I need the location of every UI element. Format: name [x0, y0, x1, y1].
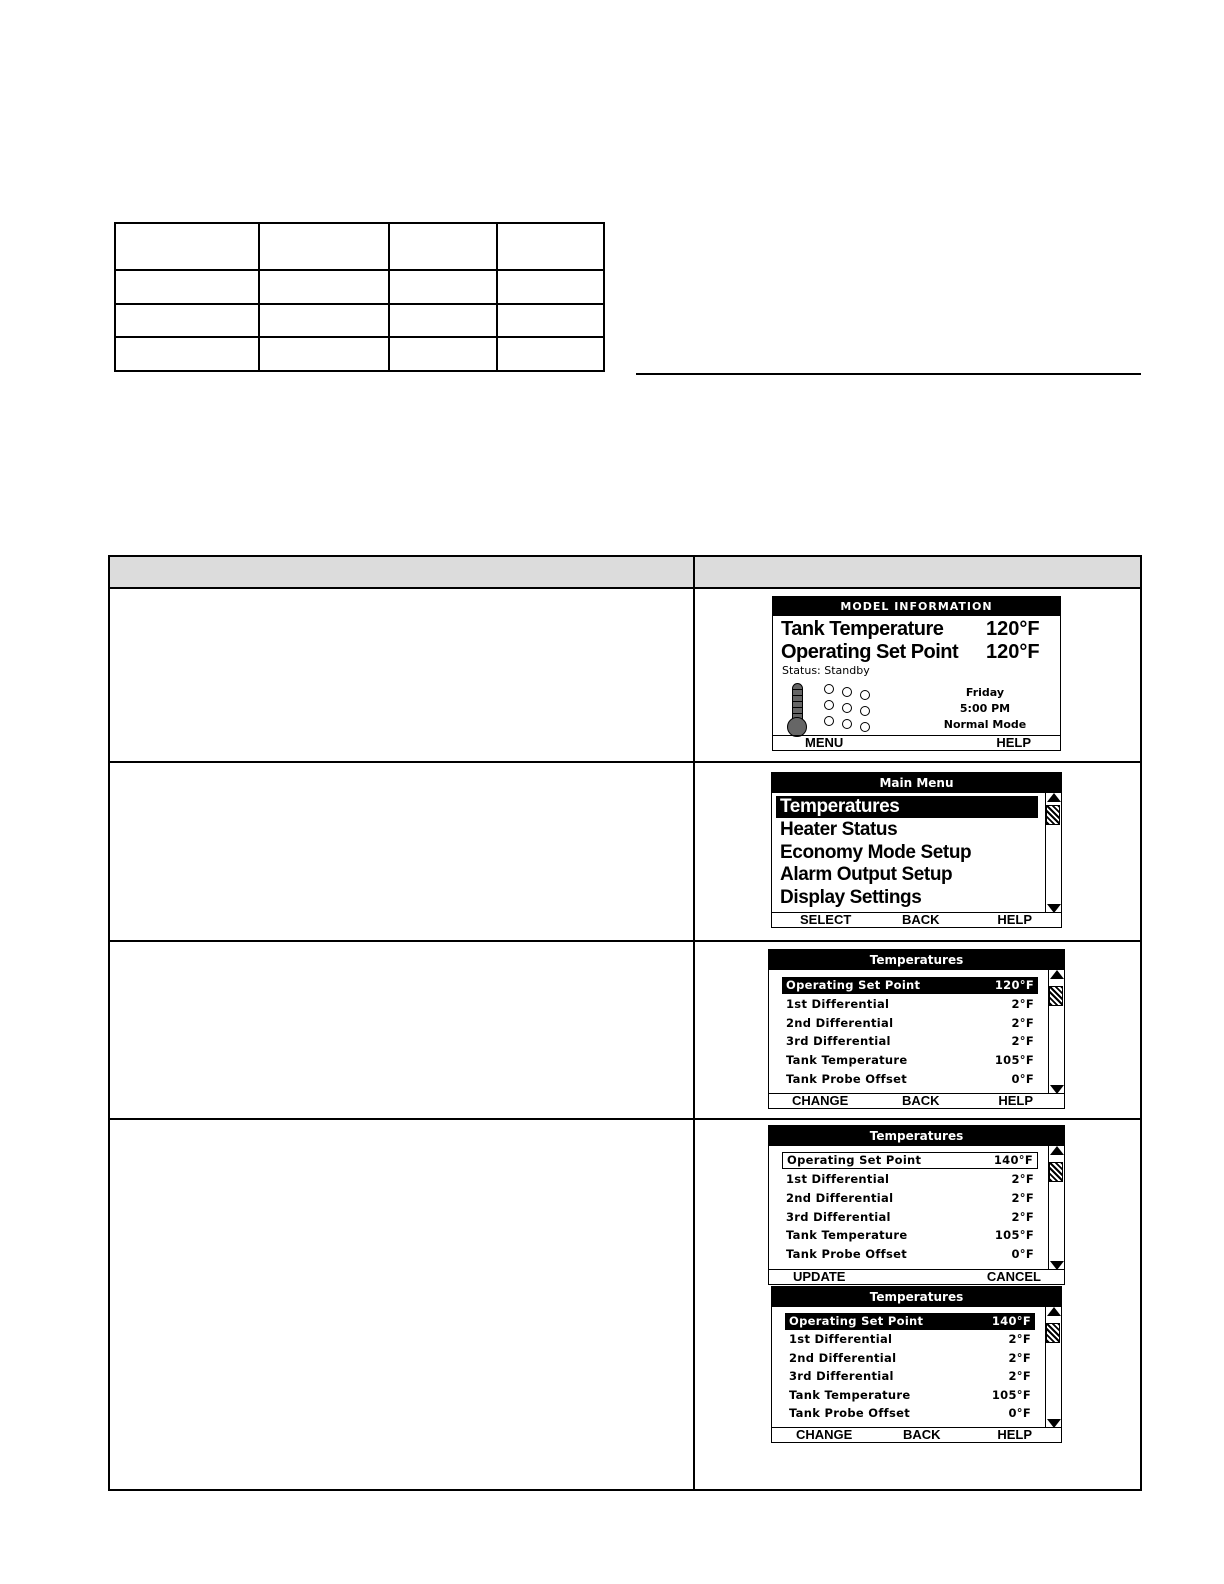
- thermometer-icon: [787, 683, 809, 737]
- scroll-up-icon[interactable]: [1050, 970, 1064, 979]
- scroll-up-icon[interactable]: [1050, 1146, 1064, 1155]
- menu-item-heater-status[interactable]: Heater Status: [780, 819, 898, 840]
- row-label: 3rd Differential: [789, 1369, 894, 1383]
- back-softkey[interactable]: BACK: [903, 1427, 941, 1442]
- row-value: 2°F: [1011, 997, 1034, 1011]
- cancel-softkey[interactable]: CANCEL: [986, 1269, 1041, 1284]
- screen-title: Temperatures: [772, 1287, 1061, 1307]
- help-softkey[interactable]: HELP: [996, 735, 1031, 750]
- row-label: Tank Temperature: [786, 1228, 908, 1242]
- row-value: 2°F: [1011, 1172, 1034, 1186]
- menu-item-economy-mode-setup[interactable]: Economy Mode Setup: [780, 842, 972, 863]
- row-label: Tank Probe Offset: [786, 1072, 908, 1086]
- header-display-column: [694, 556, 1141, 588]
- scroll-thumb[interactable]: [1046, 805, 1060, 825]
- row-tank-temperature[interactable]: [782, 1227, 1038, 1244]
- main-menu-screen: [771, 772, 1062, 928]
- back-softkey[interactable]: BACK: [902, 1093, 940, 1108]
- tank-temperature-value: 120°F: [986, 618, 1040, 640]
- set-point-label: Operating Set Point: [781, 641, 959, 663]
- step-2-text: [109, 762, 694, 941]
- row-1st-differential[interactable]: [782, 1171, 1038, 1188]
- row-label: Operating Set Point: [786, 978, 921, 992]
- help-softkey[interactable]: HELP: [997, 912, 1032, 927]
- set-point-value: 120°F: [986, 641, 1040, 663]
- scroll-thumb[interactable]: [1049, 986, 1063, 1006]
- softkey-bar: [772, 1427, 1061, 1442]
- menu-softkey[interactable]: MENU: [805, 735, 844, 750]
- update-softkey[interactable]: UPDATE: [793, 1269, 846, 1284]
- row-operating-set-point[interactable]: [785, 1313, 1035, 1330]
- menu-item-temperatures[interactable]: Temperatures: [776, 796, 1038, 818]
- specification-table: [114, 222, 605, 372]
- row-2nd-differential[interactable]: [785, 1350, 1035, 1367]
- change-softkey[interactable]: CHANGE: [792, 1093, 849, 1108]
- day-text: Friday: [965, 686, 1005, 699]
- back-softkey[interactable]: BACK: [902, 912, 940, 927]
- row-value: 2°F: [1008, 1351, 1031, 1365]
- scrollbar[interactable]: [1045, 793, 1061, 913]
- row-value: 2°F: [1011, 1191, 1034, 1205]
- menu-item-display-settings[interactable]: Display Settings: [780, 887, 922, 908]
- screen-title: Temperatures: [769, 1126, 1064, 1146]
- select-softkey[interactable]: SELECT: [800, 912, 852, 927]
- row-value: 105°F: [994, 1228, 1034, 1242]
- screen-title: Main Menu: [772, 773, 1061, 793]
- temperatures-screen: [768, 949, 1065, 1109]
- row-label: 1st Differential: [786, 1172, 890, 1186]
- row-value: 0°F: [1011, 1072, 1034, 1086]
- help-softkey[interactable]: HELP: [998, 1093, 1033, 1108]
- row-operating-set-point-edit[interactable]: [782, 1152, 1038, 1169]
- step-1-text: [109, 588, 694, 762]
- row-3rd-differential[interactable]: [785, 1368, 1035, 1385]
- row-value: 2°F: [1011, 1016, 1034, 1030]
- row-label: Tank Probe Offset: [786, 1247, 908, 1261]
- row-label: 2nd Differential: [789, 1351, 897, 1365]
- row-1st-differential[interactable]: [785, 1331, 1035, 1348]
- temperatures-updated-screen: [771, 1286, 1062, 1443]
- row-label: Operating Set Point: [789, 1314, 924, 1328]
- scrollbar[interactable]: [1048, 1146, 1064, 1270]
- time-text: 5:00 PM: [959, 702, 1011, 715]
- row-value: 2°F: [1011, 1034, 1034, 1048]
- menu-item-alarm-output-setup[interactable]: Alarm Output Setup: [780, 864, 953, 885]
- help-softkey[interactable]: HELP: [997, 1427, 1032, 1442]
- scroll-thumb[interactable]: [1046, 1323, 1060, 1343]
- row-2nd-differential[interactable]: [782, 1015, 1038, 1032]
- row-tank-temperature[interactable]: [782, 1052, 1038, 1069]
- change-softkey[interactable]: CHANGE: [796, 1427, 853, 1442]
- tank-temperature-label: Tank Temperature: [781, 618, 944, 640]
- row-3rd-differential[interactable]: [782, 1033, 1038, 1050]
- row-value: 120°F: [994, 978, 1034, 992]
- mode-text: Normal Mode: [943, 718, 1027, 731]
- header-step-column: [109, 556, 694, 588]
- row-label: 3rd Differential: [786, 1034, 891, 1048]
- row-2nd-differential[interactable]: [782, 1190, 1038, 1207]
- row-label: Tank Temperature: [789, 1388, 911, 1402]
- screen-title: Temperatures: [769, 950, 1064, 970]
- row-value: 105°F: [994, 1053, 1034, 1067]
- scroll-thumb[interactable]: [1049, 1162, 1063, 1182]
- step-3-text: [109, 941, 694, 1119]
- row-tank-probe-offset[interactable]: [785, 1405, 1035, 1422]
- scrollbar[interactable]: [1048, 970, 1064, 1094]
- row-tank-probe-offset[interactable]: [782, 1246, 1038, 1263]
- softkey-bar: [769, 1269, 1064, 1284]
- temperatures-edit-screen: [768, 1125, 1065, 1285]
- model-information-screen: [772, 596, 1061, 751]
- row-label: Operating Set Point: [787, 1153, 922, 1167]
- row-label: Tank Probe Offset: [789, 1406, 911, 1420]
- status-text: Status: Standby: [782, 664, 870, 677]
- row-value[interactable]: 140°F: [993, 1153, 1033, 1167]
- row-1st-differential[interactable]: [782, 996, 1038, 1013]
- scroll-up-icon[interactable]: [1047, 1307, 1061, 1316]
- row-label: 3rd Differential: [786, 1210, 891, 1224]
- step-4-text: [109, 1119, 694, 1490]
- row-3rd-differential[interactable]: [782, 1209, 1038, 1226]
- row-operating-set-point[interactable]: [782, 977, 1038, 994]
- row-value: 140°F: [991, 1314, 1031, 1328]
- softkey-bar: [769, 1093, 1064, 1108]
- softkey-bar: [773, 735, 1060, 750]
- row-label: 1st Differential: [789, 1332, 893, 1346]
- screen-title: MODEL INFORMATION: [773, 597, 1060, 616]
- row-value: 0°F: [1011, 1247, 1034, 1261]
- softkey-bar: [772, 912, 1061, 927]
- row-tank-probe-offset[interactable]: [782, 1071, 1038, 1088]
- row-tank-temperature[interactable]: [785, 1387, 1035, 1404]
- row-value: 2°F: [1008, 1369, 1031, 1383]
- row-value: 0°F: [1008, 1406, 1031, 1420]
- horizontal-rule: [636, 373, 1141, 375]
- row-label: 2nd Differential: [786, 1191, 894, 1205]
- row-value: 2°F: [1008, 1332, 1031, 1346]
- row-label: 1st Differential: [786, 997, 890, 1011]
- row-value: 2°F: [1011, 1210, 1034, 1224]
- scrollbar[interactable]: [1045, 1307, 1061, 1428]
- row-value: 105°F: [991, 1388, 1031, 1402]
- row-label: 2nd Differential: [786, 1016, 894, 1030]
- scroll-up-icon[interactable]: [1047, 793, 1061, 802]
- row-label: Tank Temperature: [786, 1053, 908, 1067]
